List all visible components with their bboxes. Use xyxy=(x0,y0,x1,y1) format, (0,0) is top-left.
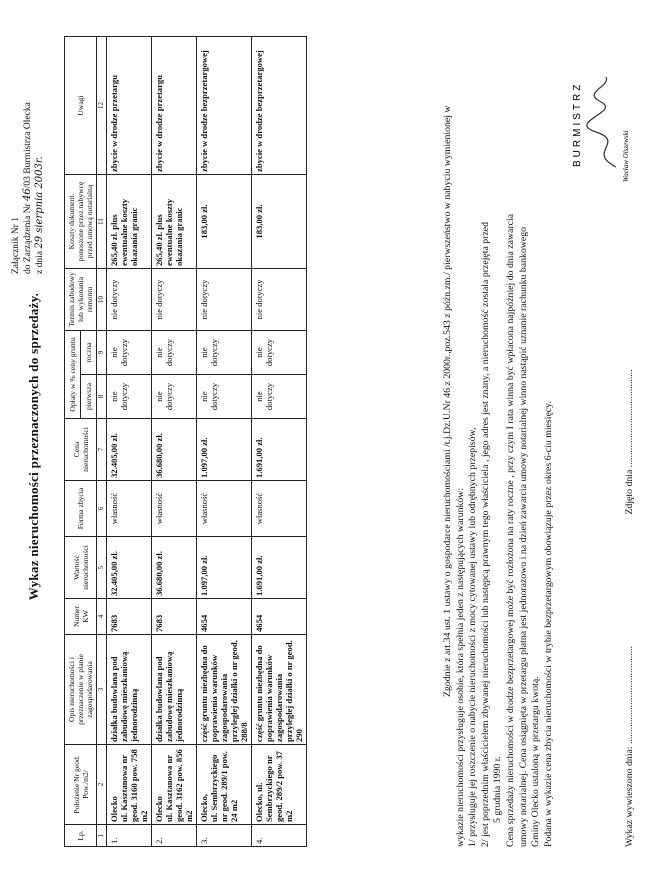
regulation-line: do Zarządzenia Nr 46/03 Burmistrza Olecka xyxy=(22,102,33,274)
note-line: 1/ przysługuje jej roszczenie o nabycie nieruchomości z mocy cytowanej ustawy lub odrębnych przepisów, xyxy=(467,427,479,847)
note-line: 5 grudnia 1990 r. xyxy=(492,756,504,823)
mayor-stamp xyxy=(566,37,636,187)
row-deadline: nie dotyczy xyxy=(252,268,307,330)
col-header-notes: Uwagi xyxy=(65,36,97,174)
row-value: 36.680,00 zł. xyxy=(152,537,197,599)
col-header-deadline: Termin zabudowy lub wykonania remontu xyxy=(65,268,97,330)
removed-date-line: Zdjęto dnia ........................................ xyxy=(624,369,635,515)
col-header-form: Forma zbycia xyxy=(65,481,97,537)
row-description: działka budowlana pod zabudowę mieszkaniową jednorodzinną xyxy=(107,635,152,745)
row-annual-fee: nie dotyczy xyxy=(152,330,197,374)
col-number: 12 xyxy=(97,36,107,174)
col-number: 3 xyxy=(97,635,107,745)
row-notes: zbycie w drodze bezprzetargowej xyxy=(197,36,252,174)
posting-footer xyxy=(624,147,635,847)
note-line: umowy notarialnej. Cena osiągnięta w przetargu płatna jest jednorazowo i na dzień zawarcia umowy notarialnej winno nastąpić uznanie rachunku bankowego xyxy=(517,226,529,847)
note-line: wykazie nieruchomości przysługuje osobie, która spełnia jeden z następujących warunków: xyxy=(454,487,466,847)
row-location-detail: ul. Sembrzyckiego nr geod. 289/1 pow. 24 m2 xyxy=(209,751,239,822)
col-header-description: Opis nieruchomości i przeznaczenie w planie zagospodarowania xyxy=(65,635,97,745)
table-row xyxy=(252,36,307,846)
col-number: 6 xyxy=(97,481,107,537)
stamp-text: BURMISTRZ xyxy=(572,81,583,167)
table-row xyxy=(197,36,252,846)
row-location xyxy=(107,745,152,825)
row-lp: 4. xyxy=(252,825,307,847)
signature-text: Wacław Olszewski xyxy=(622,130,630,182)
row-location-town: Olecko xyxy=(109,796,119,822)
col-number: 4 xyxy=(97,599,107,635)
row-value: 1.691,00 zł. xyxy=(252,537,307,599)
row-form: własność xyxy=(107,481,152,537)
col-header-kw: Numer KW xyxy=(65,599,97,635)
col-header-value: Wartość nieruchomości xyxy=(65,537,97,599)
date-line: z dnia 29 sierpnia 2003r. xyxy=(34,156,45,274)
row-annual-fee: nie dotyczy xyxy=(107,330,152,374)
regulation-number: 46 xyxy=(22,188,33,201)
row-costs: 265,40 zł. plus ewentualne koszty okazania granic xyxy=(152,174,197,268)
row-annual-fee: nie dotyczy xyxy=(252,330,307,374)
col-header-annual-fee: roczna xyxy=(81,330,97,374)
row-location-detail: ul. Kasztanowa nr geod. 3162 pow. 856 m2 xyxy=(164,749,194,822)
attachment-number: Załącznik Nr 1 xyxy=(11,217,21,274)
row-location-town: Olecko, xyxy=(199,794,209,822)
row-notes: zbycie w drodze przetargu xyxy=(107,36,152,174)
row-location-detail: Sembrzyckiego nr geod. 289/2 pow. 37 m2 xyxy=(264,751,294,822)
col-header-first-fee: pierwsza xyxy=(81,375,97,419)
col-header-costs: Koszty dokument. ponoszone przez nabywcę przed umową notarialną xyxy=(65,174,97,268)
col-number: 1 xyxy=(97,825,107,847)
row-price: 32.405,00 zł. xyxy=(107,419,152,481)
row-location xyxy=(197,745,252,825)
row-lp: 1. xyxy=(107,825,152,847)
row-deadline: nie dotyczy xyxy=(107,268,152,330)
row-form: własność xyxy=(252,481,307,537)
row-form: własność xyxy=(152,481,197,537)
property-table xyxy=(64,36,307,847)
row-location-town: Olecko xyxy=(154,796,164,822)
row-location-detail: ul. Kasztanowa nr geod. 3160 pow. 758 m2 xyxy=(119,749,149,822)
col-number: 5 xyxy=(97,537,107,599)
row-value: 1.097,00 zł. xyxy=(197,537,252,599)
row-form: własność xyxy=(197,481,252,537)
row-price: 1.691,00 zł. xyxy=(252,419,307,481)
row-notes: zbycie w drodze bezprzetargowej xyxy=(252,36,307,174)
note-line: Gminy Olecko ustaloną w przetargu kwotą. xyxy=(530,676,542,847)
row-kw: 4654 xyxy=(252,599,307,635)
col-header-fees: Opłaty w % ceny gruntu xyxy=(65,330,81,418)
row-value: 32.405,00 zł. xyxy=(107,537,152,599)
note-line: Cena sprzedaży nieruchomości w drodze bezprzetargowej może być rozłożona na raty roczne , przy czym I rata winna być wpłacona najpóźniej do dnia zawarcia xyxy=(504,213,516,847)
note-line: Podana w wykazie cena zbycia nieruchomości w trybie bezprzetargowym obowiązuje przez okres 6-ciu miesięcy. xyxy=(542,401,554,847)
col-header-price: Cena nieruchomości xyxy=(65,419,97,481)
col-number: 8 xyxy=(97,375,107,419)
row-location xyxy=(252,745,307,825)
row-location-town: Olecko, ul. xyxy=(254,782,264,822)
col-number: 2 xyxy=(97,745,107,825)
table-row xyxy=(152,36,197,846)
column-number-row xyxy=(97,36,107,846)
col-header-lp: Lp. xyxy=(65,825,97,847)
col-number: 9 xyxy=(97,330,107,374)
signature-graphic xyxy=(566,37,636,187)
row-lp: 2. xyxy=(152,825,197,847)
row-deadline: nie dotyczy xyxy=(152,268,197,330)
note-line: Zgodnie z art.34 ust. 1 ustawy o gospodarce nieruchomościami /t.j.Dz.U.Nr 46 z 2000r.,poz.543 z późn.zm./ pierwszeństwo w nabyciu wymienionej w xyxy=(442,105,453,697)
row-first-fee: nie dotyczy xyxy=(197,375,252,419)
row-description: część gruntu niezbędna do poprawienia warunków zagospodarowania przyległej działki o nr geod. 290 xyxy=(252,635,307,745)
document-title: Wykaz nieruchomości przeznaczonych do sprzedaży. xyxy=(26,292,41,601)
row-first-fee: nie dotyczy xyxy=(152,375,197,419)
col-number: 10 xyxy=(97,268,107,330)
row-first-fee: nie dotyczy xyxy=(252,375,307,419)
row-description: działka budowlana pod zabudowę mieszkaniową jednorodzinną xyxy=(152,635,197,745)
row-price: 36.680,00 zł. xyxy=(152,419,197,481)
row-lp: 3. xyxy=(197,825,252,847)
col-number: 7 xyxy=(97,419,107,481)
note-line: 2/ jest poprzednim właścicielem zbywanej nieruchomości lub następcą prawnym tego właściciela , jego adres jest znany, a nieruchomość została przejęta przed xyxy=(479,221,491,847)
handwritten-date: 29 sierpnia 2003r. xyxy=(34,156,45,249)
row-costs: 183,00 zł. xyxy=(197,174,252,268)
legal-notes xyxy=(442,27,555,847)
row-kw: 7683 xyxy=(152,599,197,635)
row-kw: 7683 xyxy=(107,599,152,635)
row-costs: 265,40 zł. plus ewentualne koszty okazania granic xyxy=(107,174,152,268)
row-kw: 4654 xyxy=(197,599,252,635)
row-notes: zbycie w drodze przetargu xyxy=(152,36,197,174)
row-annual-fee: nie dotyczy xyxy=(197,330,252,374)
posted-date-line: Wykaz wywieszono dnia: ........................................ xyxy=(624,645,635,847)
row-location xyxy=(152,745,197,825)
col-header-location: Położenie Nr geod. Pow./m2/ xyxy=(65,745,97,825)
row-first-fee: nie dotyczy xyxy=(107,375,152,419)
row-price: 1.097,00 zł. xyxy=(197,419,252,481)
row-costs: 183,00 zł. xyxy=(252,174,307,268)
row-deadline: nie dotyczy xyxy=(197,268,252,330)
row-description: część gruntu niezbędna do poprawienia warunków zagospodarowania przyległej działki o nr geod. 288/8 xyxy=(197,635,252,745)
table-row xyxy=(107,36,152,846)
rotated-document xyxy=(6,6,644,887)
col-number: 11 xyxy=(97,174,107,268)
